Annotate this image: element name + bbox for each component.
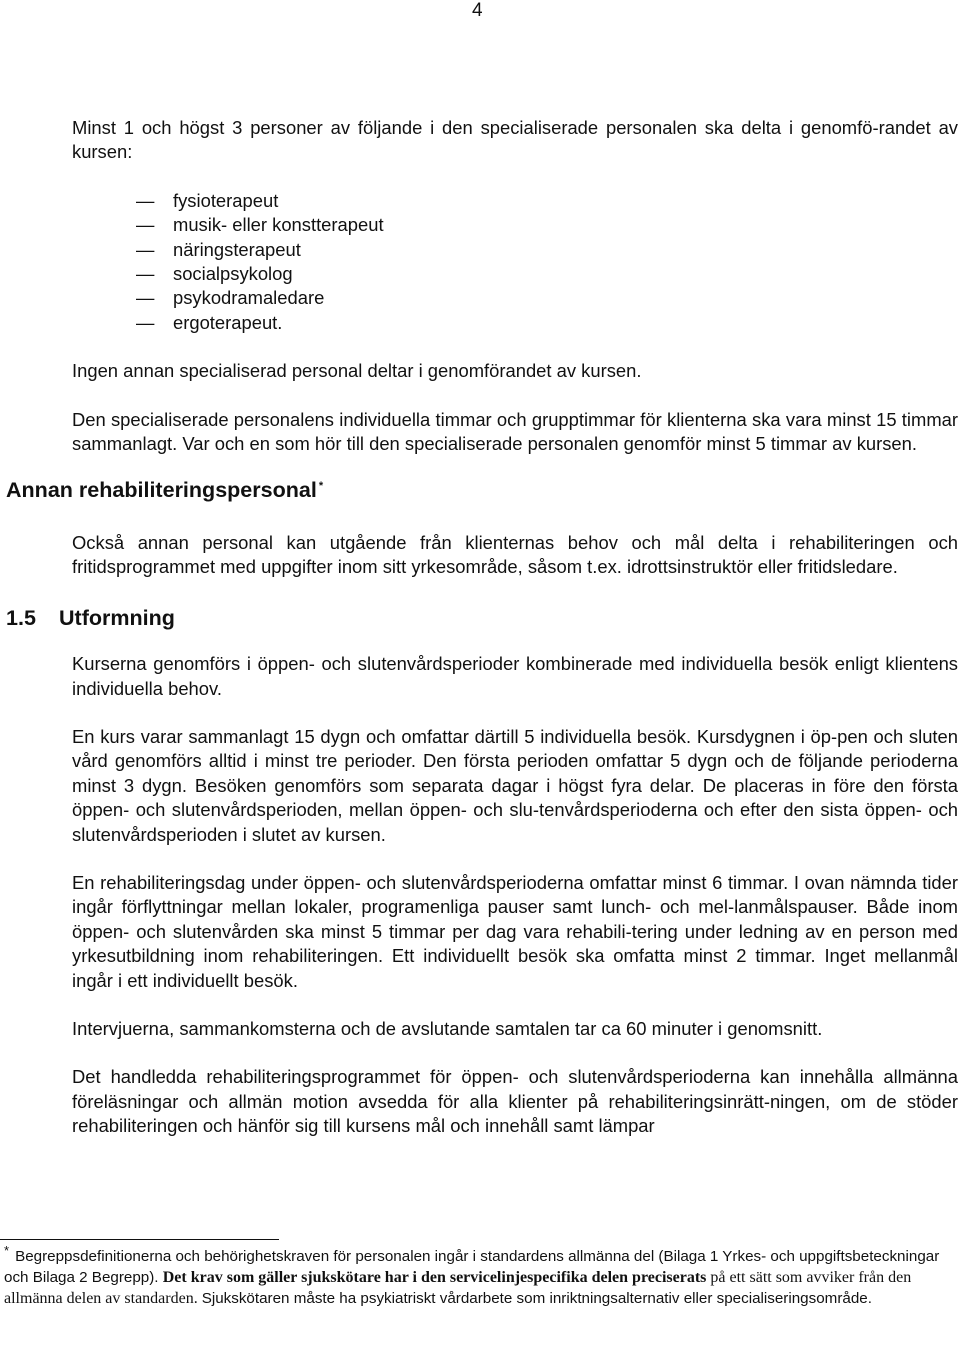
annan-heading-text: Annan rehabiliteringspersonal	[6, 478, 317, 503]
paragraph: En kurs varar sammanlagt 15 dygn och omfattar därtill 5 individuella besök. Kursdygnen i öp-pen och sluten vård genomförs alltid i minst tre perioder. Den första perioden omfattar 5 dygn och de följande perioderna minst 3 dygn. Besöken genomförs som separata dagar i högst fyra delar. De placeras in före den första öppen- och slutenvårdsperioden, mellan öppen- och slu-tenvårdsperioderna och efter den sista öppen- och slutenvårdsperioden i slutet av kursen.	[72, 725, 958, 845]
annan-paragraph: Också annan personal kan utgående från klienternas behov och mål delta i rehabiliteringen och fritidsprogrammet med uppgifter inom sitt yrkesområde, såsom t.ex. idrottsinstruktör eller fritidsledare.	[72, 531, 958, 578]
paragraph: Det handledda rehabiliteringsprogrammet för öppen- och slutenvårdsperioderna kan innehålla allmänna föreläsningar och allmän motion avsedda för alla klienter på rehabiliteringsinrätt-ningen, om de stöder rehabiliteringen och hänför sig till kursens mål och innehåll samt lämpar	[72, 1066, 958, 1137]
footnote-emphasis: Det krav som gäller sjukskötare har i den servicelinjespecifika delen preciserats	[162, 1269, 707, 1286]
annan-heading	[6, 478, 958, 506]
section-heading	[6, 606, 958, 630]
footnote	[4, 1243, 949, 1309]
main-content	[6, 116, 958, 1139]
list-item: — ergoterapeut.	[72, 311, 958, 335]
paragraph: En rehabiliteringsdag under öppen- och slutenvårdsperioderna omfattar minst 6 timmar. I ovan nämnda tider ingår förflyttningar mellan lokaler, programenliga pauser samt lunch- och mel-lanmålspauser. Både inom öppen- och slutenvården ska minst 5 timmar per dag vara rehabili-tering under ledning av en person med yrkesutbildning inom rehabiliteringen. Ett individuellt besök ska omfatta minst 2 timmar. Inget mellanmål ingår i ett individuellt besök.	[72, 871, 958, 991]
intro-paragraph: Minst 1 och högst 3 personer av följande i den specialiserade personalen ska delta i genomfö-randet av kursen:	[72, 117, 958, 163]
footnote-marker: *	[318, 480, 324, 493]
section-title: Utformning	[59, 605, 175, 630]
paragraph: Intervjuerna, sammankomsterna och de avslutande samtalen tar ca 60 minuter i genomsnitt.	[72, 1017, 823, 1039]
list-item: — socialpsykolog	[72, 262, 958, 286]
footnote-divider	[0, 1239, 279, 1240]
footnote-text: på ett sätt som avviker från den allmänna delen av standarden.	[4, 1269, 912, 1307]
list-item: — musik- eller konstterapeut	[72, 213, 958, 237]
section-number: 1.5	[6, 605, 36, 630]
list-item: — psykodramaledare	[72, 286, 958, 310]
page-number: 4	[472, 0, 483, 21]
paragraph: Kurserna genomförs i öppen- och slutenvårdsperioder kombinerade med individuella besök enligt klientens individuella behov.	[72, 653, 958, 699]
footnote-text: Sjukskötaren måste ha psykiatriskt vårdarbete som inriktningsalternativ eller specialiseringsområde.	[201, 1290, 872, 1307]
footnote-text: Begreppsdefinitionerna och behörighetskraven för personalen ingår i standardens allmänna del (Bilaga 1 Yrkes- och uppgiftsbeteckningar och Bilaga 2 Begrepp).	[4, 1248, 940, 1286]
paragraph: Ingen annan specialiserad personal deltar i genomförandet av kursen.	[72, 360, 642, 382]
specialist-list	[72, 189, 958, 335]
paragraph: Den specialiserade personalens individuella timmar och grupptimmar för klienterna ska vara minst 15 timmar sammanlagt. Var och en som hör till den specialiserade personalen genomför minst 5 timmar av kursen.	[72, 408, 958, 455]
list-item: — näringsterapeut	[72, 238, 958, 262]
list-item: — fysioterapeut	[72, 189, 958, 213]
footnote-marker: *	[4, 1243, 10, 1258]
